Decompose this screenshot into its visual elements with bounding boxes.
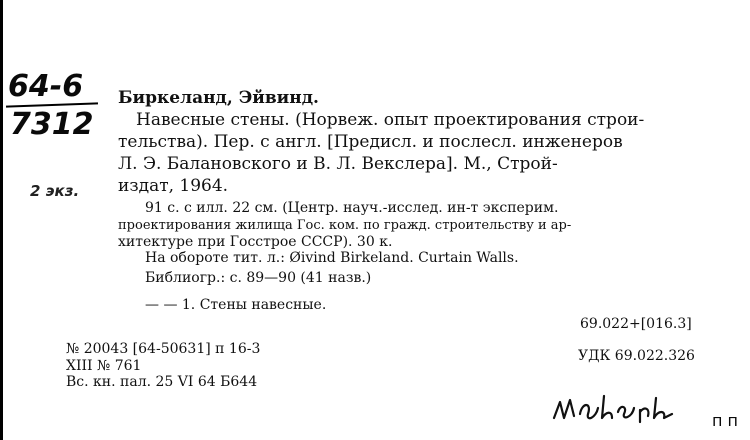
collation-line-3: хитектуре при Госстрое СССР). 30 к. — [118, 234, 393, 250]
registration-number: № 20043 [64-50631] п 16-3 — [66, 341, 261, 357]
title-line-3: Л. Э. Балановского и В. Л. Векслера]. М., Строй- — [118, 154, 558, 174]
shelfmark-top: 64-6 — [8, 69, 84, 104]
classification-code: 69.022+[016.3] — [580, 316, 692, 332]
note-line-1: На обороте тит. л.: Øivind Birkeland. Curtain Walls. — [145, 250, 519, 266]
collation-line-1: 91 с. с илл. 22 см. (Центр. науч.-исслед. ин-т эксперим. — [145, 200, 559, 216]
title-line-2: тельства). Пер. с англ. [Предисл. и послесл. инженеров — [118, 132, 623, 152]
udk-code: УДК 69.022.326 — [578, 348, 695, 364]
chamber-date: Вс. кн. пал. 25 VI 64 Б644 — [66, 374, 258, 390]
corner-mark: п п — [712, 411, 739, 430]
title-line-4: издат, 1964. — [118, 176, 229, 196]
subject-tracing: — — 1. Стены навесные. — [145, 297, 327, 313]
note-line-2: Библиогр.: с. 89—90 (41 назв.) — [145, 270, 372, 286]
series-number: XIII № 761 — [66, 358, 142, 374]
title-line-1: Навесные стены. (Норвеж. опыт проектирования строи- — [136, 110, 645, 130]
handwritten-signature — [548, 388, 688, 432]
shelfmark-bottom: 7312 — [10, 107, 94, 142]
collation-line-2: проектирования жилища Гос. ком. по гражд. строительству и ар- — [118, 218, 572, 233]
card-left-edge — [0, 0, 3, 440]
author-heading: Биркеланд, Эйвинд. — [118, 88, 319, 108]
copies-note: 2 экз. — [30, 182, 80, 200]
